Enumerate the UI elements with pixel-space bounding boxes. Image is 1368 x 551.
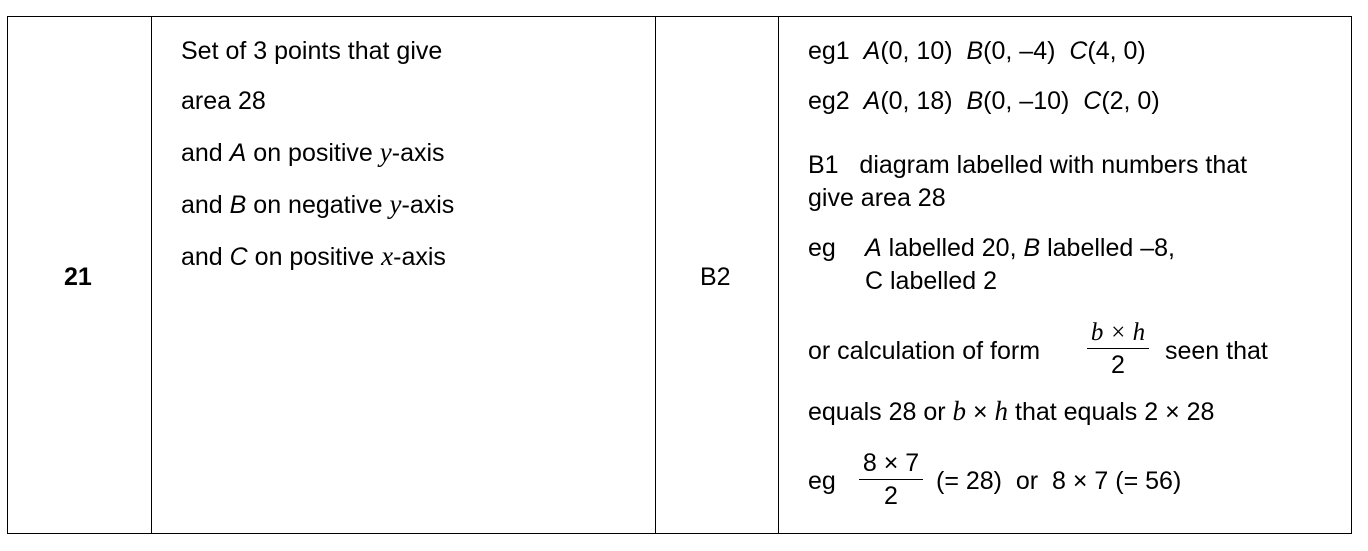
column-divider bbox=[151, 17, 152, 533]
equals-line: equals 28 or b × h that equals 2 × 28 bbox=[808, 396, 1215, 426]
calc-fraction: $\frac{b \times h}{2}$ bbox=[1087, 320, 1149, 378]
eg-line-2: C labelled 2 bbox=[865, 267, 998, 295]
b1-line-1: B1 diagram labelled with numbers that bbox=[808, 151, 1248, 179]
eg-line-1: A labelled 20, B labelled –8, bbox=[865, 234, 1175, 262]
final-fraction: $\frac{8 \times 7}{2}$ bbox=[859, 451, 923, 509]
final-suffix: (= 28) or 8 × 7 (= 56) bbox=[936, 467, 1182, 495]
answer-line-3: and A on positive y-axis bbox=[181, 137, 445, 167]
answer-line-5: and C on positive x-axis bbox=[181, 241, 446, 271]
guidance-eg1: eg1 A(0, 10) B(0, –4) C(4, 0) bbox=[808, 37, 1146, 65]
eg-label: eg bbox=[808, 234, 836, 262]
column-divider bbox=[655, 17, 656, 533]
calc-suffix: seen that bbox=[1165, 337, 1268, 365]
calc-prefix: or calculation of form bbox=[808, 337, 1041, 365]
answer-line-2: area 28 bbox=[181, 87, 266, 115]
b1-line-2: give area 28 bbox=[808, 184, 946, 212]
mark-value: B2 bbox=[700, 263, 731, 291]
guidance-eg2: eg2 A(0, 18) B(0, –10) C(2, 0) bbox=[808, 87, 1160, 115]
final-eg-label: eg bbox=[808, 467, 836, 495]
mark-scheme-table bbox=[7, 16, 1352, 534]
question-number: 21 bbox=[64, 263, 92, 291]
answer-line-4: and B on negative y-axis bbox=[181, 189, 455, 219]
answer-line-1: Set of 3 points that give bbox=[181, 37, 443, 65]
column-divider bbox=[778, 17, 779, 533]
